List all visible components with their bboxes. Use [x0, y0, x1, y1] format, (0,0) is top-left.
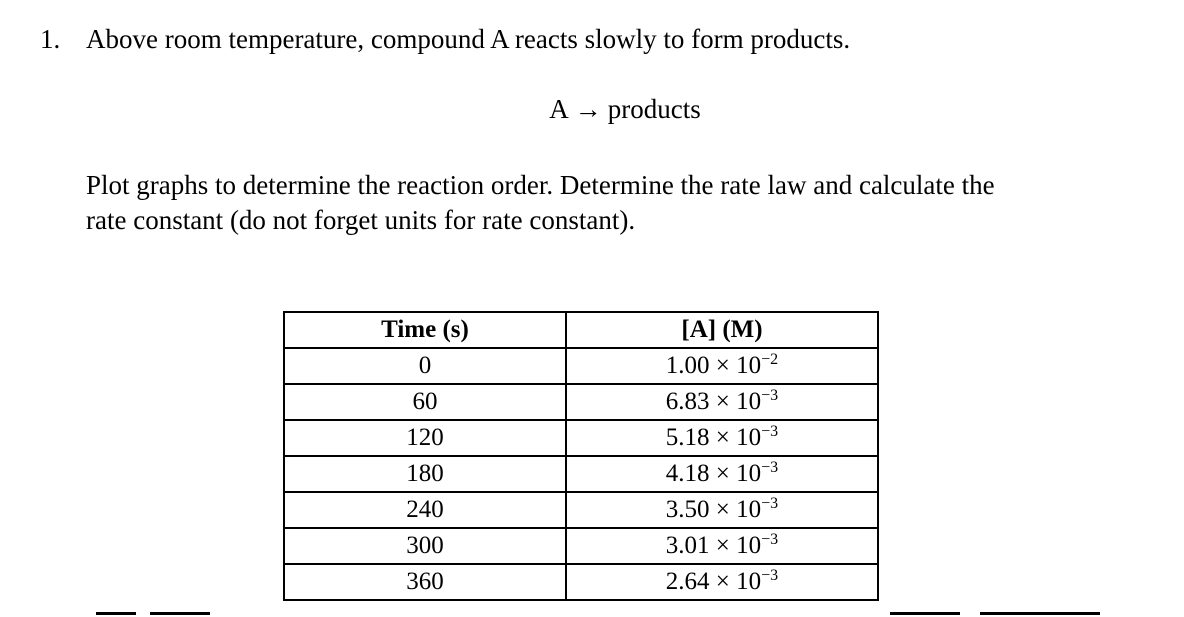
concentration-exponent: −3 [761, 387, 779, 404]
table-body [284, 348, 878, 600]
table-row [284, 528, 878, 564]
concentration-cell [566, 384, 878, 420]
question-text: Above room temperature, compound A reacts slowly to form products. [86, 24, 851, 54]
concentration-exponent: −3 [761, 531, 779, 548]
table-row [284, 492, 878, 528]
concentration-exponent: −3 [761, 495, 779, 512]
concentration-cell [566, 528, 878, 564]
time-cell: 60 [284, 384, 566, 420]
concentration-mantissa: 2.64 × 10 [665, 568, 762, 595]
concentration-cell [566, 492, 878, 528]
time-cell: 360 [284, 564, 566, 600]
concentration-mantissa: 1.00 × 10 [665, 352, 762, 379]
concentration-table [283, 311, 879, 601]
concentration-cell [566, 348, 878, 384]
question-number: 1. [40, 24, 61, 54]
equation-reactant: A [549, 94, 569, 124]
time-cell: 300 [284, 528, 566, 564]
reaction-equation [0, 94, 1184, 125]
time-cell: 180 [284, 456, 566, 492]
concentration-exponent: −3 [761, 423, 779, 440]
reaction-arrow-icon: → [574, 94, 602, 124]
equation-product: products [607, 94, 701, 124]
instruction-paragraph [86, 168, 1166, 238]
table-header-row [284, 312, 878, 348]
concentration-mantissa: 5.18 × 10 [665, 424, 762, 451]
table-row [284, 420, 878, 456]
concentration-mantissa: 3.50 × 10 [665, 496, 762, 523]
concentration-exponent: −2 [761, 351, 779, 368]
concentration-cell [566, 564, 878, 600]
concentration-cell [566, 456, 878, 492]
table-row [284, 456, 878, 492]
concentration-mantissa: 4.18 × 10 [665, 460, 762, 487]
table-row [284, 348, 878, 384]
time-cell: 0 [284, 348, 566, 384]
cut-off-text-fragment [0, 612, 1184, 617]
instruction-line-1: Plot graphs to determine the reaction order. Determine the rate law and calculate the [86, 170, 995, 200]
header-concentration: [A] (M) [566, 312, 878, 348]
question-line [40, 24, 850, 55]
table-row [284, 564, 878, 600]
time-cell: 240 [284, 492, 566, 528]
concentration-mantissa: 6.83 × 10 [665, 388, 762, 415]
concentration-cell [566, 420, 878, 456]
concentration-exponent: −3 [761, 567, 779, 584]
header-time: Time (s) [284, 312, 566, 348]
concentration-mantissa: 3.01 × 10 [665, 532, 762, 559]
table-row [284, 384, 878, 420]
time-cell: 120 [284, 420, 566, 456]
instruction-line-2: rate constant (do not forget units for rate constant). [86, 205, 636, 235]
concentration-exponent: −3 [761, 459, 779, 476]
